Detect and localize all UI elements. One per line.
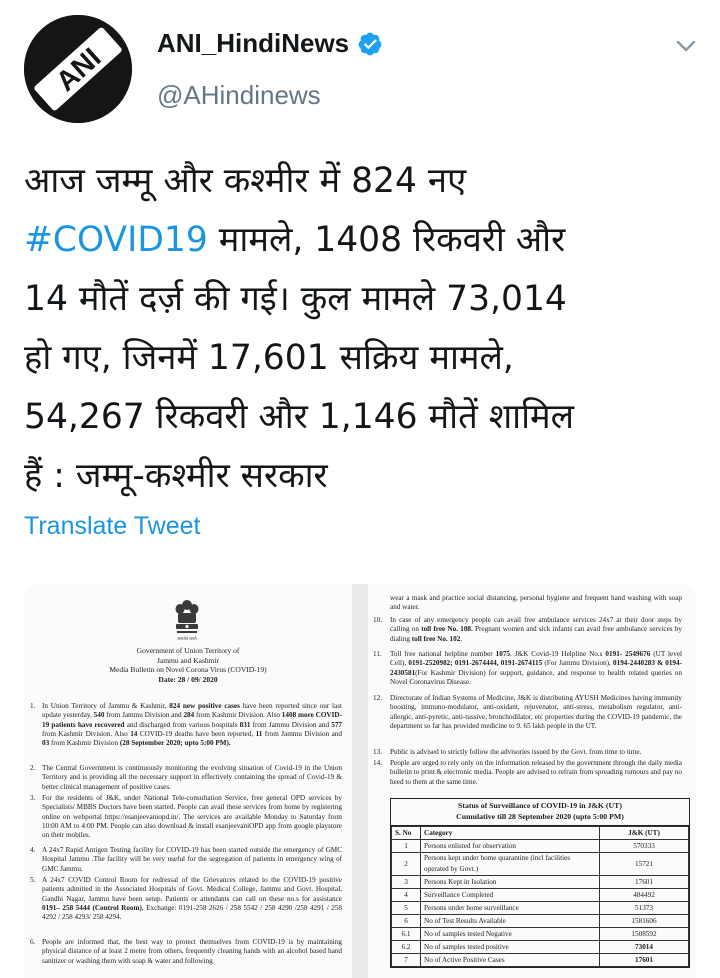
table-title [391, 799, 689, 826]
table-title-line: Status of Surveillance of COVID-19 in J&K (UT) [458, 801, 622, 810]
bulletin-paragraph-12: 12. Directorate of Indian Systems of Medicine, J&K is distributing AYUSH Medicines having immunity boosting, immuno-modulator, anti-oxidant, rejuvenator, anti-stress, metabolism regulator, anti-allergic, anti-pyretic, anti-tussive, bronchodilator, etc properties during the COVID-19 pandemic, the department so far has provided medicine to 9. 65 lakh people in the UT. [373, 694, 682, 730]
bulletin-gov-line: Government of Union Territory of [136, 646, 240, 655]
table-cell-category: Persons enlisted for observation [421, 840, 600, 853]
bulletin-paragraph-10: 10. In case of any emergency people can avail free ambulance services 24x7 at their door steps by calling on toll free No. 108. Pregnant women and sick infants can avail free ambulance services by dialing toll free No. 102. [373, 616, 682, 643]
table-cell-value: 484492 [600, 889, 689, 902]
tweet-header [0, 0, 720, 140]
table-cell-value: 51373 [600, 902, 689, 915]
tweet-line: हैं : जम्मू-कश्मीर सरकार [24, 456, 328, 496]
table-cell-value: 73014 [600, 941, 689, 954]
table-cell-sno: 2 [392, 853, 421, 876]
surveillance-data-table [391, 826, 689, 967]
table-cell-value: 15721 [600, 853, 689, 876]
user-handle[interactable]: @AHindinews [157, 80, 321, 110]
bulletin-continuation: wear a mask and practice social distancing, personal hygiene and frequent hand washing with soap and water. [390, 594, 682, 612]
table-cell-sno: 7 [392, 954, 421, 967]
chevron-down-icon[interactable] [674, 34, 698, 58]
bulletin-paragraph-6: 6. People are informed that, the best way to protect themselves from COVID-19 is by maintaining physical distance of at least 2 metre from others, frequently cleaning hands with an alcohol based hand sanitizer or washing them with soap & water and following [30, 938, 342, 965]
table-cell-value: 570333 [600, 840, 689, 853]
table-cell-category: Persons kept under home quarantine (incl facilities operated by Govt.) [421, 853, 600, 876]
table-cell-sno: 5 [392, 902, 421, 915]
svg-text:सत्यमेव जयते: सत्यमेव जयते [177, 636, 197, 641]
tweet-media[interactable] [24, 584, 696, 978]
avatar[interactable] [24, 15, 132, 123]
bulletin-paragraph-1: 1. In Union Territory of Jammu & Kashmir, 824 new positive cases have been reported since our last update yesterday, 540 from Jammu Division and 284 from Kashmir Division. Also 1408 more COVID-19 patients have recovered and discharged from various hospitals 831 from Jammu Division and 577 from Kashmir Division. Also 14 COVID-19 deaths have been reported, 11 from Jammu Division and 03 from Kashmir Division (28 September 2020; upto 5:00 PM). [30, 702, 342, 748]
national-emblem-icon [171, 598, 203, 642]
table-cell-category: No of samples tested positive [421, 941, 600, 954]
bulletin-paragraph-3: 3. For the residents of J&K, under National Tele-consultation Service, free general OPD services by Specialists/ MBBS Doctors have been started. People can avail these services from home by registering online on webportal https://esanjeevaniopd.in/. The services are available Monday to Saturday from 10:00 AM to 4:00 PM. People can also download & install esanjeevaniOPD app from google playstore on their mobiles. [30, 794, 342, 840]
table-row [392, 853, 689, 876]
column-header: S. No [392, 827, 421, 840]
tweet-text [24, 152, 704, 506]
table-row [392, 889, 689, 902]
table-cell-category: Surveillance Completed [421, 889, 600, 902]
bulletin-page-2[interactable] [368, 584, 696, 978]
table-cell-sno: 4 [392, 889, 421, 902]
table-cell-sno: 1 [392, 840, 421, 853]
table-cell-value: 17601 [600, 876, 689, 889]
bulletin-title: Media Bulletin on Novel Corona Virus (COVID-19) [109, 665, 267, 674]
tweet-line: आज जम्मू और कश्मीर में 824 नए [24, 161, 467, 201]
table-row [392, 915, 689, 928]
table-row [392, 941, 689, 954]
table-row [392, 840, 689, 853]
user-name-text[interactable]: ANI_HindiNews [157, 28, 350, 58]
table-cell-value: 17601 [600, 954, 689, 967]
table-cell-sno: 3 [392, 876, 421, 889]
hashtag-link[interactable]: #COVID19 [24, 220, 208, 260]
bulletin-paragraph-2: 2. The Central Government is continuously monitoring the evolving situation of Covid-19 in the Union Territory and is providing all the necessary support in effectively containing the spread of Covid-19 & better clinical management of positive cases. [30, 764, 342, 791]
table-cell-category: Persons under home surveillance [421, 902, 600, 915]
table-row [392, 876, 689, 889]
column-header: Category [421, 827, 600, 840]
bulletin-paragraph-4: 4. A 24x7 Rapid Antigen Testing facility for COVID-19 has been started outside the emergency of GMC Hospital Jammu .The facility will be very useful for the segregation of patients in emergency wing of GMC Jammu. [30, 846, 342, 873]
tweet-line: 54,267 रिकवरी और 1,146 मौतें शामिल [24, 397, 575, 437]
bulletin-paragraph-5: 5. A 24x7 COVID Control Room for redressal of the Grievances related to the COVID-19 positive patients admitted in the Associated Hospitals of Govt. Medical College, Jammu and Govt. Hospital, Gandhi Nagar, Jammu have been setup. Patients or attendants can call on these no.s for assistance 0191– 258 5444 (Control Room), Exchange: 0191-258 2626 / 258 5542 / 258 4290 /258 4291 / 258 4292 / 258 4293/ 258 4294. [30, 876, 342, 922]
table-cell-category: No of Test Results Available [421, 915, 600, 928]
table-cell-category: No of Active Positive Cases [421, 954, 600, 967]
verified-badge-icon [357, 31, 383, 57]
table-cell-value: 1581606 [600, 915, 689, 928]
table-cell-category: No of samples tested Negative [421, 928, 600, 941]
table-row [392, 954, 689, 967]
bulletin-paragraph-14: 14. People are urged to rely only on the information released by the government through the daily media bulletin to print & electronic media. People are advised to refrain from spreading rumours and pay no heed to them at the same time. [373, 759, 683, 786]
bulletin-region-line: Jammu and Kashmir [156, 655, 220, 665]
tweet-line [24, 211, 704, 270]
bulletin-date: Date: 28 / 09/ 2020 [158, 674, 218, 684]
table-row [392, 928, 689, 941]
tweet-line: 14 मौतें दर्ज़ की गई। कुल मामले 73,014 [24, 279, 567, 319]
table-cell-sno: 6.2 [392, 941, 421, 954]
translate-tweet-link[interactable]: Translate Tweet [24, 512, 201, 540]
surveillance-table [390, 798, 690, 968]
ani-logo [24, 15, 132, 123]
table-cell-value: 1508592 [600, 928, 689, 941]
bulletin-page-1[interactable] [24, 584, 352, 978]
avatar-text: ANI [50, 41, 107, 98]
user-name[interactable] [157, 28, 383, 59]
bulletin-paragraph-13: 13. Public is advised to strictly follow the advisories issued by the Govt. from time to time. [373, 748, 642, 756]
bulletin-paragraph-11: 11. Toll free national helpline number 1075. J&K Covid-19 Helpline No.s 0191- 2549676 (UT level Cell), 0191-2520982; 0191-2674444, 0191-2674115 (For Jammu Division), 0194-2440283 & 0194-2430581(For Kashmir Division) for support, guidance, and response to health related queries on Novel Coronavirus Disease. [373, 650, 683, 686]
table-subtitle-line: Cumulative till 28 September 2020 (upto 5:00 PM) [456, 811, 624, 821]
table-row [392, 902, 689, 915]
tweet-line: हो गए, जिनमें 17,601 सक्रिय मामले, [24, 338, 514, 378]
bulletin-header [24, 646, 352, 684]
table-header-row [392, 827, 689, 840]
table-cell-sno: 6.1 [392, 928, 421, 941]
column-header: J&K (UT) [600, 827, 689, 840]
table-cell-sno: 6 [392, 915, 421, 928]
table-cell-category: Persons Kept in Isolation [421, 876, 600, 889]
tweet-line-text: मामले, 1408 रिकवरी और [218, 220, 566, 260]
